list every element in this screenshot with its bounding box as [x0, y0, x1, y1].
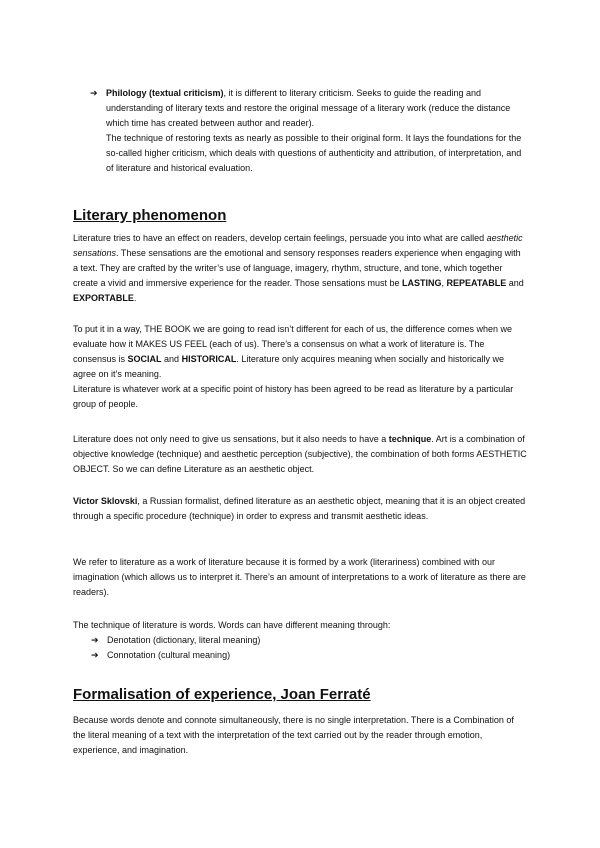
paragraph-3: Literature does not only need to give us sensations, but it also needs to have a technique. Art is a combination of objective knowledge (technique) and aesthetic perception (subjective), the combination of both forms AESTHETIC OBJECT. So we can define Literature as an aesthetic object. [73, 434, 527, 474]
intro-bullet-text: Philology (textual criticism), it is different to literary criticism. Seeks to guide the reading and understanding of literary texts and restore the original message of a literary work (reduce the distance which time has created between author and reader). [106, 88, 511, 128]
paragraph-1: Literature tries to have an effect on readers, develop certain feelings, persuade you into what are called aesthetic sensations. These sensations are the emotional and sensory responses readers experience when engaging with a text. They are crafted by the writer’s use of language, imagery, rhythm, structure, and tone, which together create a vivid and immersive experience for the reader. Those sensations must be LASTING, REPEATABLE and EXPORTABLE. [73, 233, 524, 303]
list-item: ➔ Denotation (dictionary, literal meaning) [91, 633, 528, 648]
emphasis: aesthetic sensations [73, 233, 523, 258]
arrow-icon: ➔ [90, 88, 98, 98]
author-name: Victor Sklovski [73, 496, 138, 506]
section-heading: Formalisation of experience, Joan Ferraté [73, 686, 371, 703]
meaning-list [73, 633, 528, 663]
intro-bullet-para2: The technique of restoring texts as nearly as possible to their original form. It lays the foundations for the so-called higher criticism, which deals with questions of authenticity and attribution, of interpretation, and of literature and historical evaluation. [106, 133, 522, 173]
paragraph-6: The technique of literature is words. Words can have different meaning through: ➔ Denotation (dictionary, literal meaning) ➔ Connotation (cultural meaning) [73, 618, 528, 663]
section-heading: Literary phenomenon [73, 207, 227, 224]
section-literary-phenomenon [73, 206, 528, 226]
philology-term: Philology (textual criticism) [106, 88, 224, 98]
list-item: ➔ Connotation (cultural meaning) [91, 648, 528, 663]
paragraph-7: Because words denote and connote simultaneously, there is no single interpretation. There is a Combination of the literal meaning of a text with the interpretation of the text carried out by the reader through emotion, experience, and imagination. [73, 715, 514, 755]
paragraph-5: We refer to literature as a work of literature because it is formed by a work (literariness) combined with our imagination (which allows us to interpret it. There’s an amount of interpretations to a work of literature as there are readers). [73, 557, 526, 597]
arrow-icon: ➔ [91, 635, 99, 645]
arrow-icon: ➔ [91, 650, 99, 660]
section-formalisation [73, 685, 528, 705]
intro-bullet [90, 86, 530, 176]
intro-bullet-row [90, 86, 530, 176]
paragraph-2: To put it in a way, THE BOOK we are going to read isn’t different for each of us, the difference comes when we evaluate how it MAKES US FEEL (each of us). There’s a consensus on what a work of literature is. The consensus is SOCIAL and HISTORICAL. Literature only acquires meaning when socially and historically we agree on it’s meaning. Literature is whatever work at a specific point of history has been agreed to be read as literature by a particular group of people. [73, 322, 528, 412]
paragraph-4: Victor Sklovski, a Russian formalist, defined literature as an aesthetic object, meaning that it is an object created through a specific procedure (technique) in order to express and transmit aesthetic ideas. [73, 496, 526, 521]
paragraph-2-line2: Literature is whatever work at a specific point of history has been agreed to be read as literature by a particular group of people. [73, 384, 514, 409]
